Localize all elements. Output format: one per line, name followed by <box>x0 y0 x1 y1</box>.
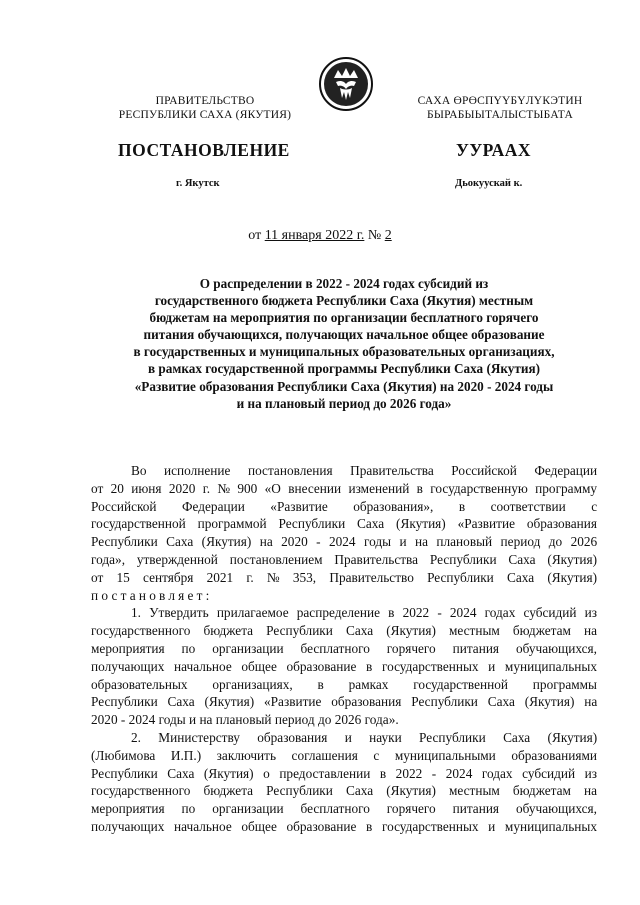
doc-type-sakha: УУРААХ <box>456 140 532 160</box>
title-line: в рамках государственной программы Республики Саха (Якутия) <box>148 361 540 377</box>
body-line: мероприятия по организации бесплатного горячего питания обучающихся, <box>91 801 597 817</box>
body-line: постановляет: <box>91 587 213 603</box>
body-line: государственного бюджета Республики Саха (Якутия) местным бюджетам на <box>91 623 597 639</box>
title-line: государственного бюджета Республики Саха (Якутия) местным <box>154 293 534 309</box>
body-line: государственного бюджета Республики Саха (Якутия) местным бюджетам на <box>91 783 597 799</box>
title-line: О распределении в 2022 - 2024 годах субсидий из <box>199 276 489 291</box>
title-line: бюджетам на мероприятия по организации бесплатного горячего <box>149 310 539 326</box>
body-line: Республики Саха (Якутия) на 2020 - 2024 годы и на плановый период до 2026 <box>91 534 598 550</box>
body-line: 1. Утвердить прилагаемое распределение в 2022 - 2024 годах субсидий из <box>131 605 597 621</box>
body-line: государственной программой Республики Саха (Якутия) «Развитие образования <box>91 516 597 532</box>
title-line: питания обучающихся, получающих начальное общее образование <box>143 327 545 343</box>
document-body <box>91 462 597 836</box>
body-line: 2. Министерству образования и науки Республики Саха (Якутия) <box>131 729 598 745</box>
body-line: Республики Саха (Якутия) о предоставлении в 2022 - 2024 годах субсидий из <box>91 765 597 781</box>
title-line: и на плановый период до 2026 года» <box>236 395 452 411</box>
body-line: (Любимова И.П.) заключить соглашения с муниципальными образованиями <box>91 747 597 763</box>
body-line: Российской Федерации «Развитие образования», в соответствии с <box>91 498 598 514</box>
date-number-line <box>0 228 640 244</box>
number-label: № <box>364 228 385 243</box>
header-ru-line1: ПРАВИТЕЛЬСТВО <box>155 95 255 107</box>
body-line: Во исполнение постановления Правительства Российской Федерации <box>131 463 598 478</box>
body-line: Республики Саха (Якутия) «Развитие образования Республики Саха (Якутия) на <box>91 694 598 710</box>
city-sakha: Дьокуускай к. <box>455 178 523 189</box>
body-line: 2020 - 2024 годы и на плановый период до 2026 года». <box>91 712 399 728</box>
body-line: получающих начальное общее образование в государственных и муниципальных <box>91 818 597 834</box>
body-line: года», утвержденной постановлением Правительства Республики Саха (Якутия) <box>91 551 598 567</box>
doc-type-ru: ПОСТАНОВЛЕНИЕ <box>118 140 290 160</box>
body-line: мероприятия по организации бесплатного горячего питания обучающихся, <box>91 640 597 656</box>
header-sakha-line2: БЫРАБЫЫТАЛЫСТЫБАТА <box>427 109 573 121</box>
government-header-ru <box>100 94 310 122</box>
date-prefix: от <box>248 228 265 243</box>
body-line: от 15 сентября 2021 г. № 353, Правительство Республики Саха (Якутия) <box>91 569 598 585</box>
coat-of-arms-emblem <box>318 56 374 112</box>
header-sakha-line1: САХА ӨРӨСПҮҮБҮЛҮКЭТИН <box>417 95 583 107</box>
title-line: «Развитие образования Республики Саха (Якутия) на 2020 - 2024 годы <box>134 378 554 394</box>
body-line: получающих начальное общее образование в государственных и муниципальных <box>91 658 597 674</box>
header-ru-line2: РЕСПУБЛИКИ САХА (ЯКУТИЯ) <box>118 109 292 121</box>
body-line: образовательных организациях, в рамках государственной программы <box>91 676 597 692</box>
document-number: 2 <box>384 228 392 243</box>
body-line: от 20 июня 2020 г. № 900 «О внесении изменений в государственную программу <box>91 480 598 496</box>
document-date: 11 января 2022 г. <box>264 228 365 243</box>
city-ru: г. Якутск <box>176 178 220 189</box>
government-header-sakha <box>390 94 610 122</box>
title-line: в государственных и муниципальных образовательных организациях, <box>133 344 555 360</box>
document-title <box>88 275 600 412</box>
